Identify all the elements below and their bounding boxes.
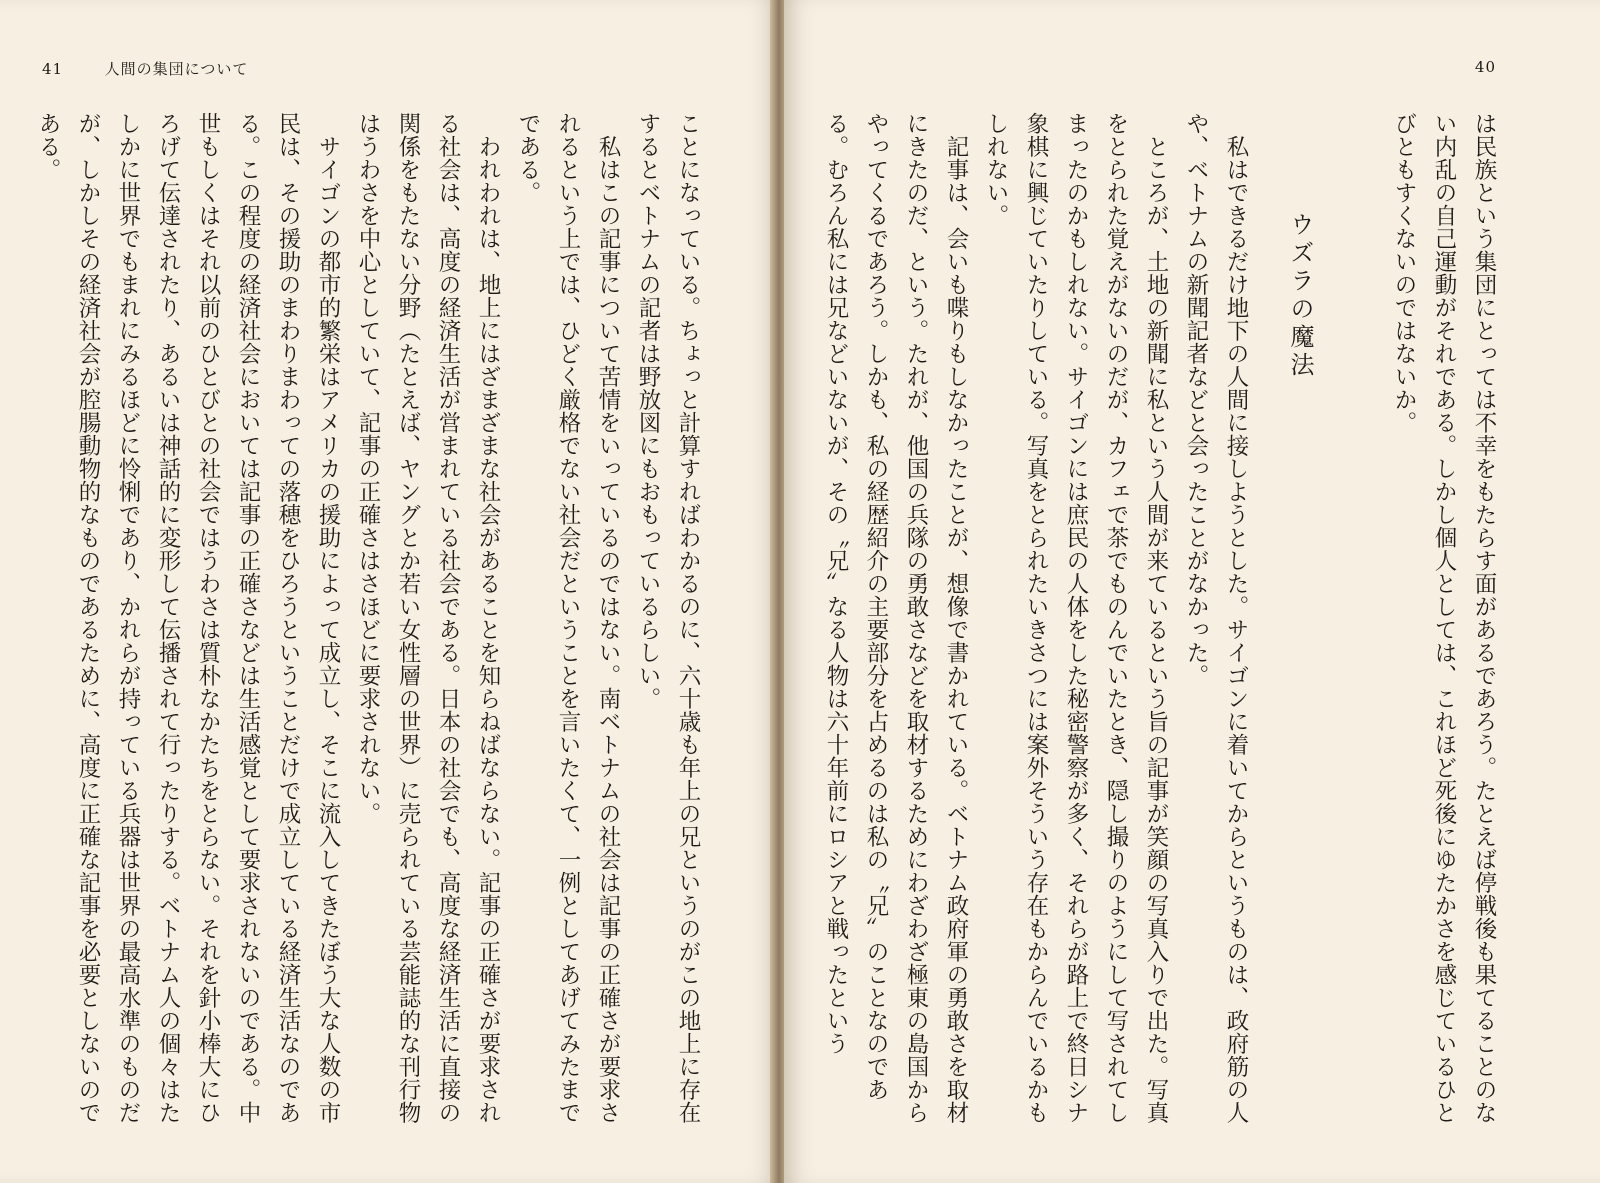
paragraph: われわれは、地上にはざまざまな社会があることを知らねばならない。記事の正確さが要求される社会は、高度の経済生活が営まれている社会である。日本の社会でも、高度な経済生活に直接の関係をもたない分野（たとえば、ヤングとか若い女性層の世界）に売られている芸能誌的な刊行物はうわさを中心としていて、記事の正確さはさほどに要求されない。 (355, 112, 501, 1124)
section-heading: ウズラの魔法 (1286, 212, 1314, 380)
running-title: 人間の集団について (104, 60, 249, 78)
left-page-header (42, 58, 248, 79)
paragraph: 記事は、会いも喋りもしなかったことが、想像で書かれている。ベトナム政府軍の勇敢さを取材にきたのだ、という。たれが、他国の兵隊の勇敢さなどを取材するためにわざわざ極東の島国からやってくるであろう。しかも、私の経歴紹介の主要部分を占めるのは私の〝兄〟のことなのである。むろん私には兄などいないが、その〝兄〟なる人物は六十年前にロシアと戦ったという (823, 112, 969, 1124)
left-page-body (35, 112, 708, 1132)
right-page (784, 0, 1600, 1183)
right-page-number: 40 (1474, 58, 1496, 76)
paragraph: 私はできるだけ地下の人間に接しようとした。サイゴンに着いてからというものは、政府筋の人や、ベトナムの新聞記者などと会ったことがなかった。 (1183, 112, 1249, 1124)
paragraph: は民族という集団にとっては不幸をもたらす面があるであろう。たとえば停戦後も果てることのない内乱の自己運動がそれである。しかし個人としては、これほど死後にゆたかさを感じているひとびともすくないのではないか。 (1391, 112, 1497, 1124)
paragraph: 私はこの記事について苦情をいっているのではない。南ベトナムの社会は記事の正確さが要求されるという上では、ひどく厳格でない社会だということを言いたくて、一例としてあげてみたまでである。 (515, 112, 621, 1124)
left-page (0, 0, 778, 1183)
right-page-body (824, 112, 1504, 1132)
spacer (1344, 112, 1384, 1132)
left-page-number: 41 (42, 60, 64, 78)
paragraph: サイゴンの都市的繁栄はアメリカの援助によって成立し、そこに流入してきたぼう大な人数の市民は、その援助のまわりまわっての落穂をひろうということだけで成立している経済生活なのである。この程度の経済社会においては記事の正確さなどは生活感覚として要求されないのである。中世もしくはそれ以前のひとびとの社会ではうわさは質朴なかたちをとらない。それを針小棒大にひろげて伝達されたり、あるいは神話的に変形して伝播されて行ったりする。ベトナム人の個々はたしかに世界でもまれにみるほどに怜悧であり、かれらが持っている兵器は世界の最高水準のものだが、しかしその経済社会が腔腸動物的なものであるために、高度に正確な記事を必要としないのである。 (35, 112, 341, 1124)
paragraph: ことになっている。ちょっと計算すればわかるのに、六十歳も年上の兄というのがこの地上に存在するとベトナムの記者は野放図にもおもっているらしい。 (635, 112, 701, 1124)
paragraph: ところが、土地の新聞に私という人間が来ているという旨の記事が笑顔の写真入りで出た。写真をとられた覚えがないのだが、カフェで茶でものんでいたとき、隠し撮りのようにして写されてしまったのかもしれない。サイゴンには庶民の人体をした秘密警察が多く、それらが路上で終日シナ象棋に興じていたりしている。写真をとられたいきさつには案外そういう存在もからんでいるかもしれない。 (983, 112, 1169, 1124)
right-page-header (1475, 58, 1496, 76)
